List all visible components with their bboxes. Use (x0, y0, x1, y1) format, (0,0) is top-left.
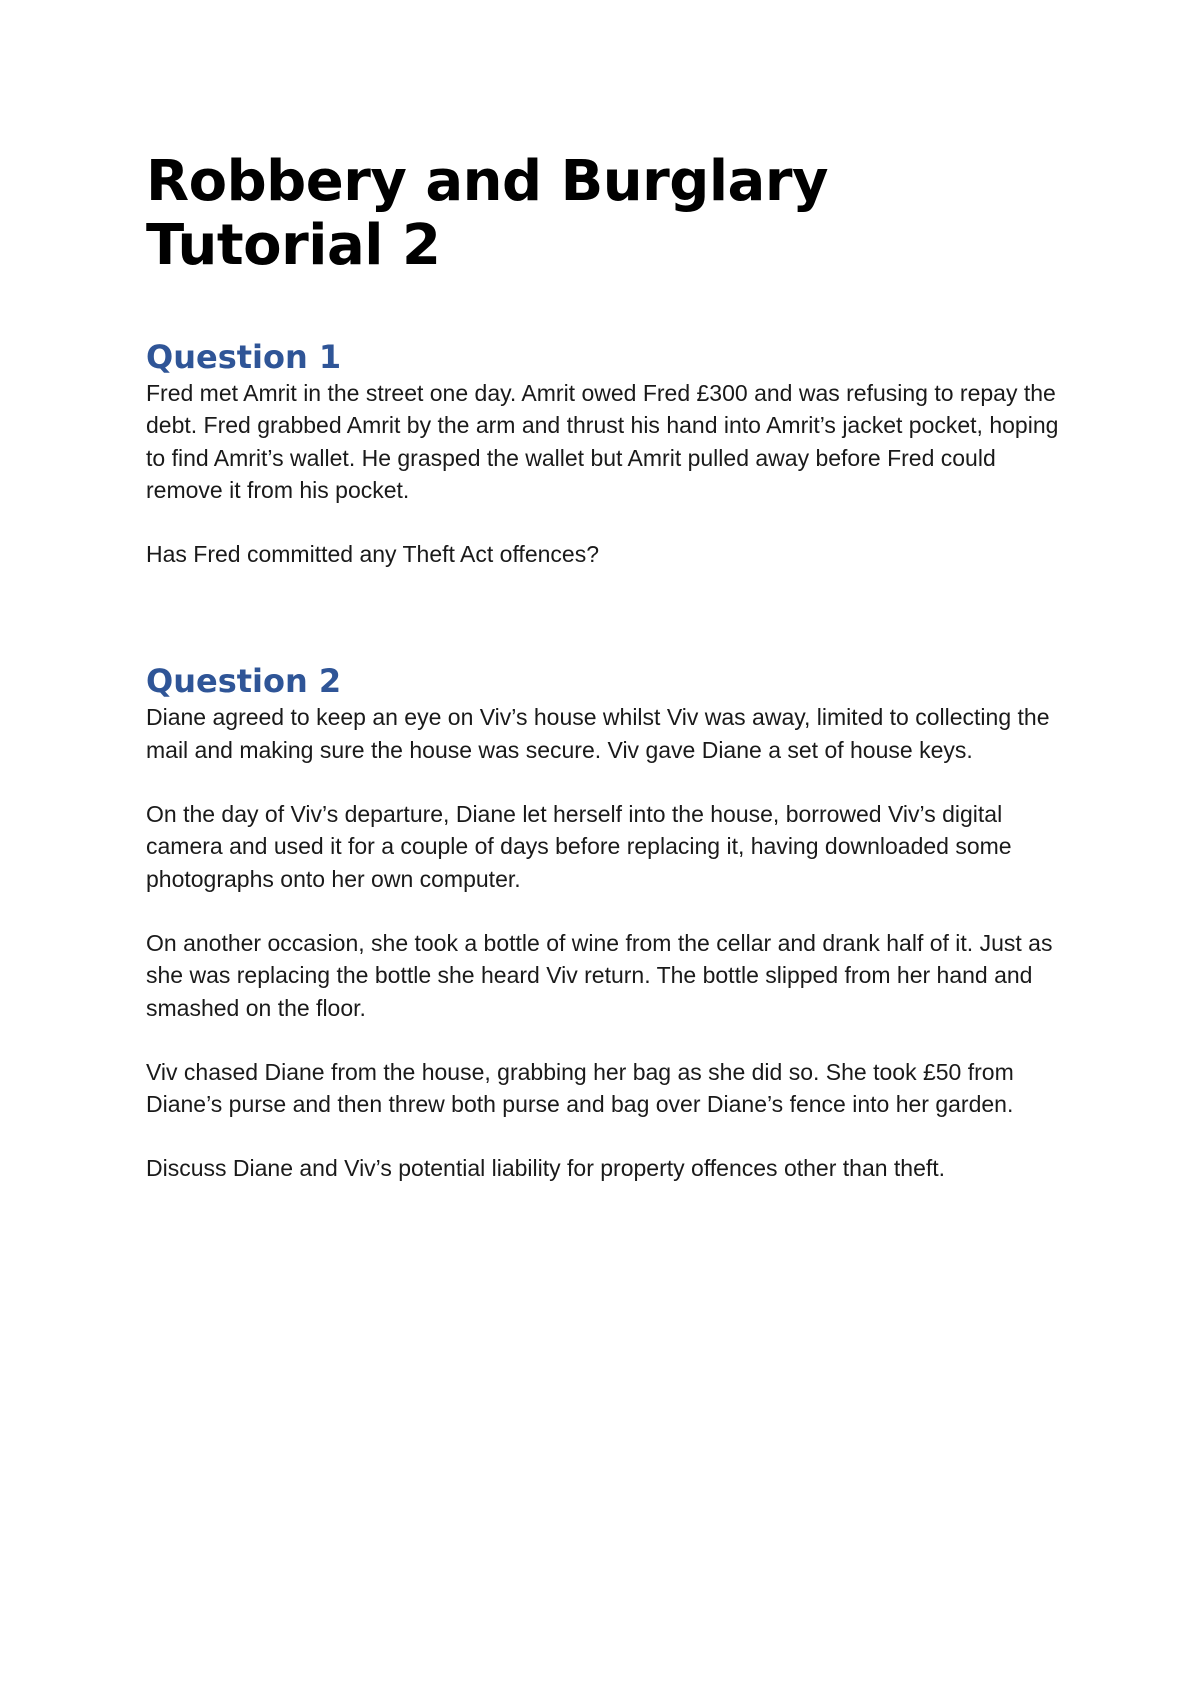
question-1-scenario: Fred met Amrit in the street one day. Amrit owed Fred £300 and was refusing to repay the debt. Fred grabbed Amrit by the arm and thrust his hand into Amrit’s jacket pocket, hoping to find Amrit’s wallet. He grasped the wallet but Amrit pulled away before Fred could remove it from his pocket. (146, 380, 1059, 503)
question-2-paragraph-1: Diane agreed to keep an eye on Viv’s house whilst Viv was away, limited to collecting the mail and making sure the house was secure. Viv gave Diane a set of house keys. (146, 704, 1050, 763)
question-2-heading: Question 2 (146, 662, 342, 701)
document-body (146, 150, 1066, 1185)
document-title (146, 150, 1066, 278)
question-1-heading: Question 1 (146, 338, 342, 376)
question-2-paragraph-4: Viv chased Diane from the house, grabbing her bag as she did so. She took £50 from Diane’s purse and then threw both purse and bag over Diane’s fence into her garden. (146, 1058, 1014, 1118)
question-2-paragraph-3: On another occasion, she took a bottle of wine from the cellar and drank half of it. Just as she was replacing the bottle she heard Viv return. The bottle slipped from her hand and smashed on the floor. (146, 929, 1053, 1021)
question-2-paragraph-2: On the day of Viv’s departure, Diane let herself into the house, borrowed Viv’s digital camera and used it for a couple of days before replacing it, having downloaded some photographs onto her own computer. (146, 801, 1012, 892)
question-2-section (146, 661, 1066, 1184)
document-title-line-1: Robbery and Burglary (146, 149, 828, 214)
question-1-section (146, 337, 1066, 570)
question-2-prompt: Discuss Diane and Viv’s potential liability for property offences other than theft. (146, 1155, 946, 1182)
document-title-line-2: Tutorial 2 (146, 213, 441, 278)
question-1-prompt: Has Fred committed any Theft Act offences? (146, 541, 599, 568)
